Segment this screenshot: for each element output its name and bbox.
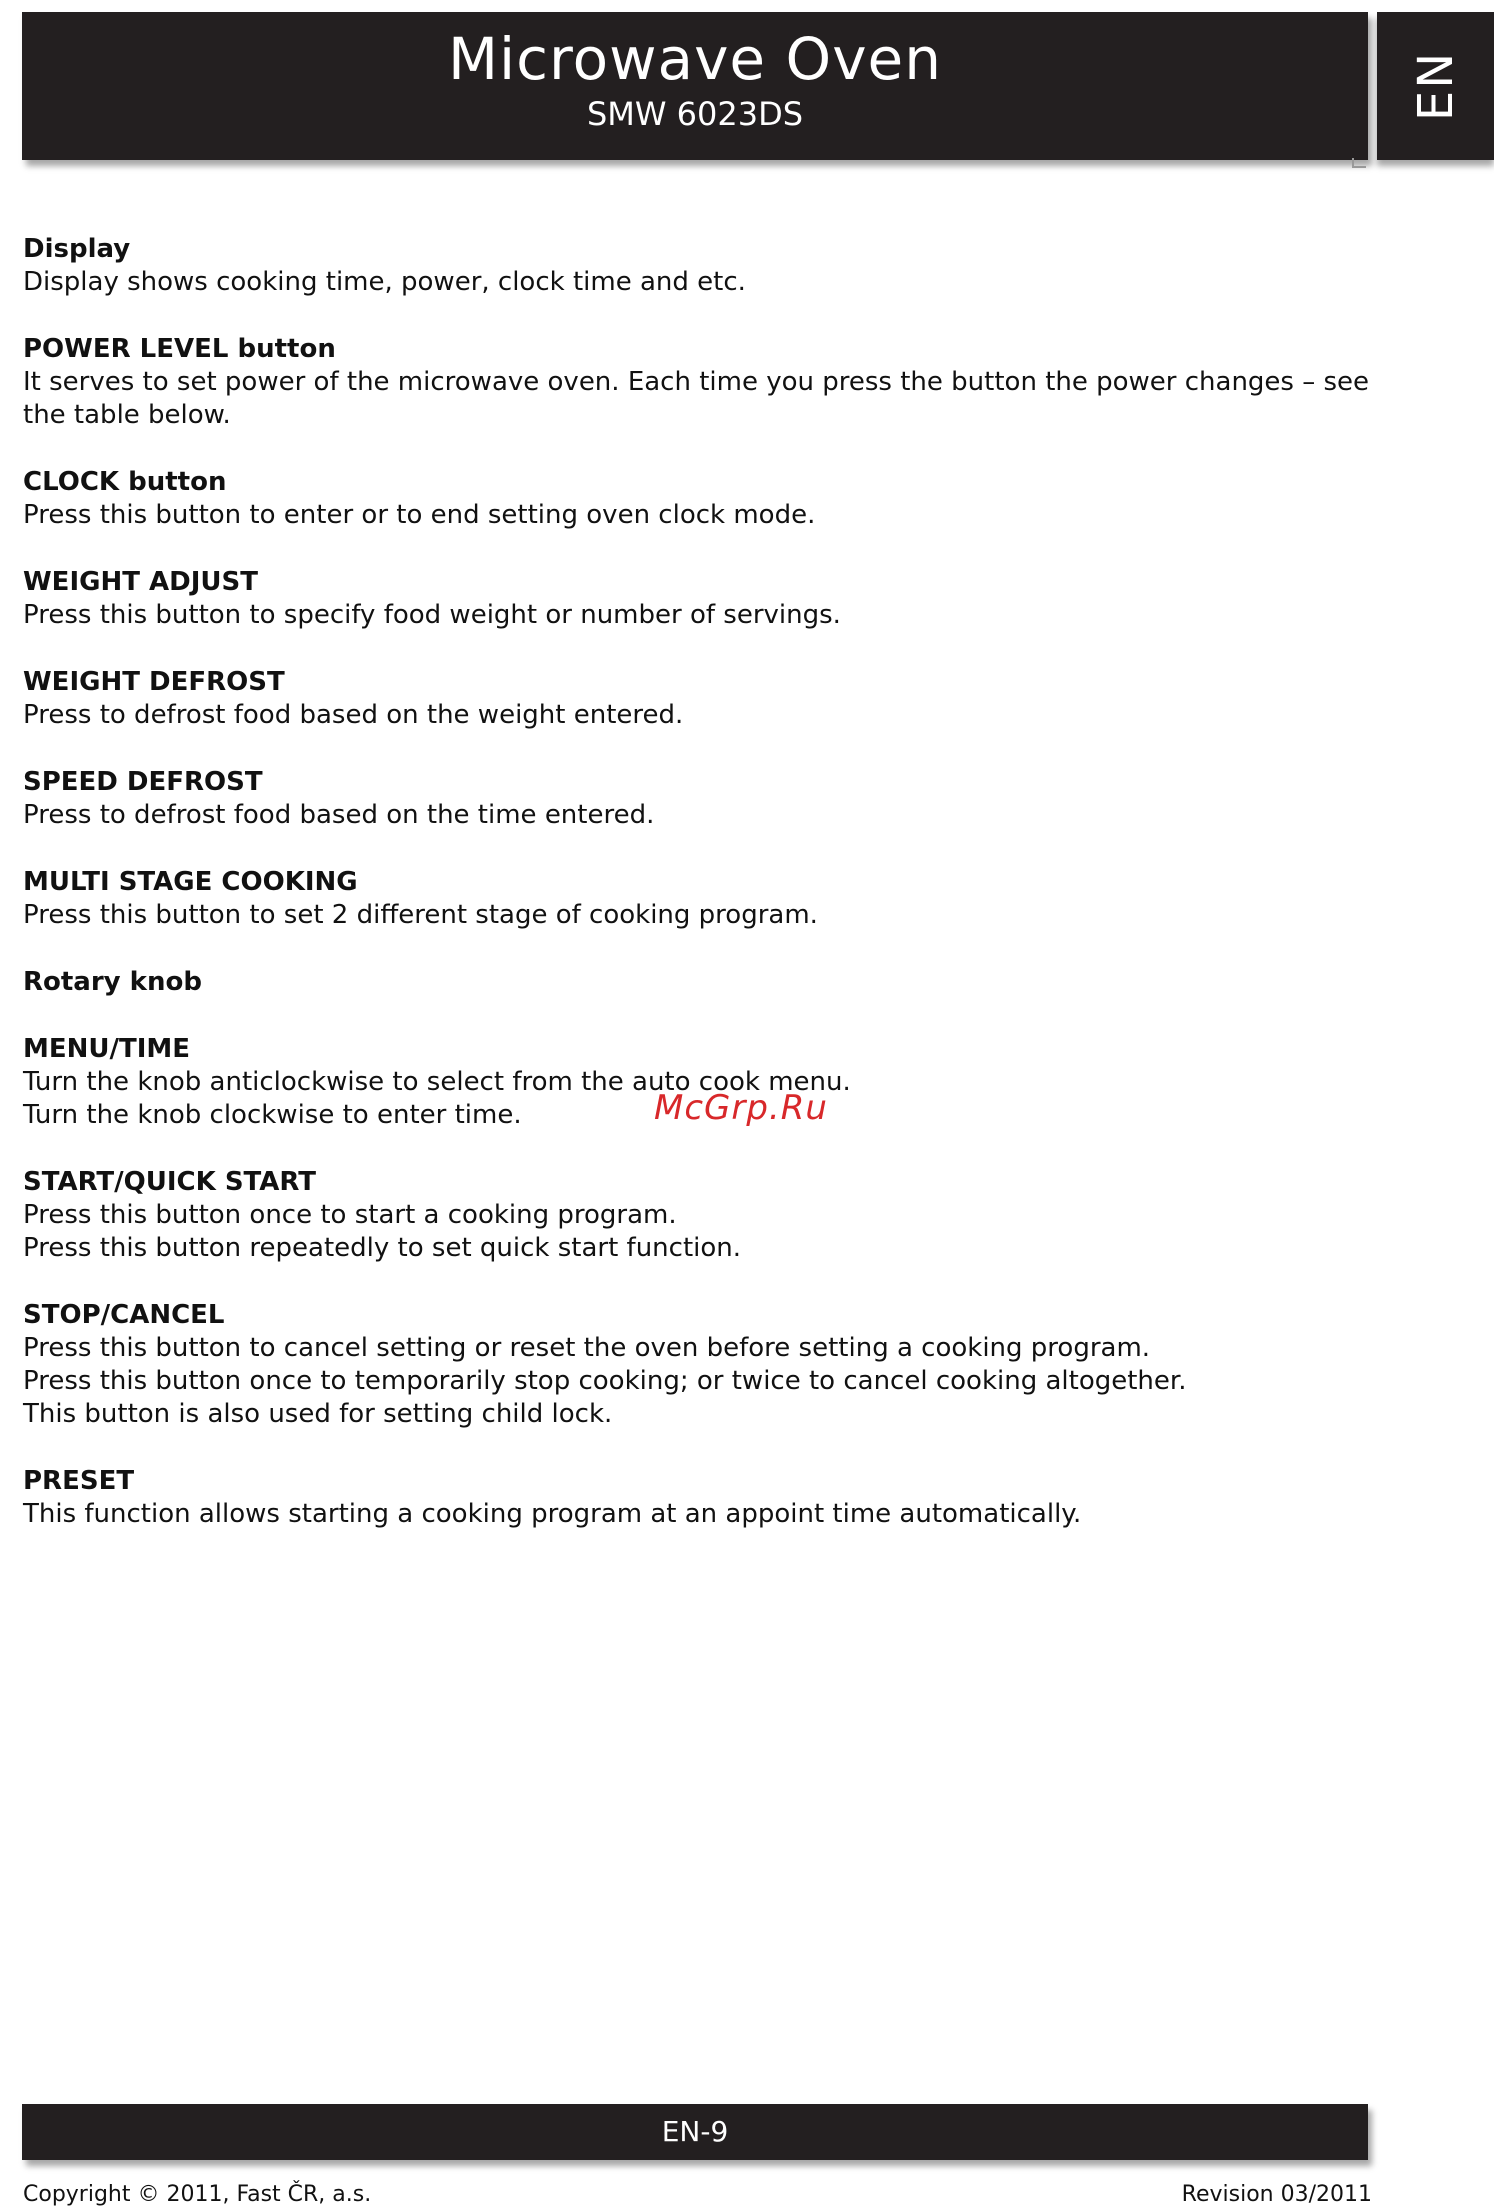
- section-text: Turn the knob anticlockwise to select from the auto cook menu.: [23, 1067, 851, 1097]
- section-heading: START/QUICK START: [23, 1167, 316, 1197]
- copyright-notice: Copyright © 2011, Fast ČR, a.s.: [23, 2182, 372, 2207]
- section: [23, 865, 1383, 932]
- section: [23, 565, 1383, 632]
- page-number: EN-9: [661, 2115, 729, 2148]
- section-heading: STOP/CANCEL: [23, 1300, 225, 1330]
- section-text: Press this button to specify food weight or number of servings.: [23, 600, 841, 630]
- section: [23, 965, 1383, 999]
- section-text: Press this button to enter or to end setting oven clock mode.: [23, 500, 816, 530]
- section-text: Press to defrost food based on the weight entered.: [23, 700, 684, 730]
- section-heading: Display: [23, 234, 131, 264]
- page-footer-bar: [22, 2104, 1368, 2160]
- section: [23, 332, 1383, 432]
- section-text: Display shows cooking time, power, clock time and etc.: [23, 267, 746, 297]
- section-text: Press this button to cancel setting or reset the oven before setting a cooking program.: [23, 1333, 1151, 1363]
- section-text: the table below.: [23, 400, 231, 430]
- section-heading: Rotary knob: [23, 967, 202, 997]
- section-heading: POWER LEVEL button: [23, 334, 336, 364]
- section-heading: MENU/TIME: [23, 1034, 191, 1064]
- document-title: Microwave Oven: [448, 25, 942, 93]
- page-header: [22, 12, 1368, 160]
- section-heading: MULTI STAGE COOKING: [23, 867, 358, 897]
- section-heading: SPEED DEFROST: [23, 767, 263, 797]
- section-text: Press this button once to temporarily stop cooking; or twice to cancel cooking altogether.: [23, 1366, 1187, 1396]
- revision-label: Revision 03/2011: [1181, 2182, 1372, 2207]
- section-text: Press this button to set 2 different stage of cooking program.: [23, 900, 818, 930]
- section-text: This function allows starting a cooking program at an appoint time automatically.: [23, 1499, 1082, 1529]
- section-text: Press this button repeatedly to set quick start function.: [23, 1233, 742, 1263]
- header-corner-mark: [1352, 158, 1366, 168]
- section-heading: WEIGHT DEFROST: [23, 667, 285, 697]
- section: [23, 1165, 1383, 1265]
- section-heading: CLOCK button: [23, 467, 227, 497]
- section-text: It serves to set power of the microwave oven. Each time you press the button the power changes – see: [23, 367, 1370, 397]
- language-tab: [1377, 12, 1494, 160]
- section: [23, 1298, 1383, 1431]
- document-body: [23, 232, 1383, 1564]
- section: [23, 665, 1383, 732]
- section: [23, 765, 1383, 832]
- model-number: SMW 6023DS: [586, 95, 804, 133]
- section: [23, 465, 1383, 532]
- section: [23, 1464, 1383, 1531]
- section-text: This button is also used for setting child lock.: [23, 1399, 613, 1429]
- section-heading: WEIGHT ADJUST: [23, 567, 258, 597]
- language-tab-label: EN: [1407, 50, 1464, 122]
- section-text: Press this button once to start a cooking program.: [23, 1200, 677, 1230]
- section-heading: PRESET: [23, 1466, 135, 1496]
- section-text: Turn the knob clockwise to enter time.: [23, 1100, 522, 1130]
- watermark: McGrp.Ru: [654, 1088, 828, 1128]
- section-text: Press to defrost food based on the time entered.: [23, 800, 655, 830]
- section: [23, 232, 1383, 299]
